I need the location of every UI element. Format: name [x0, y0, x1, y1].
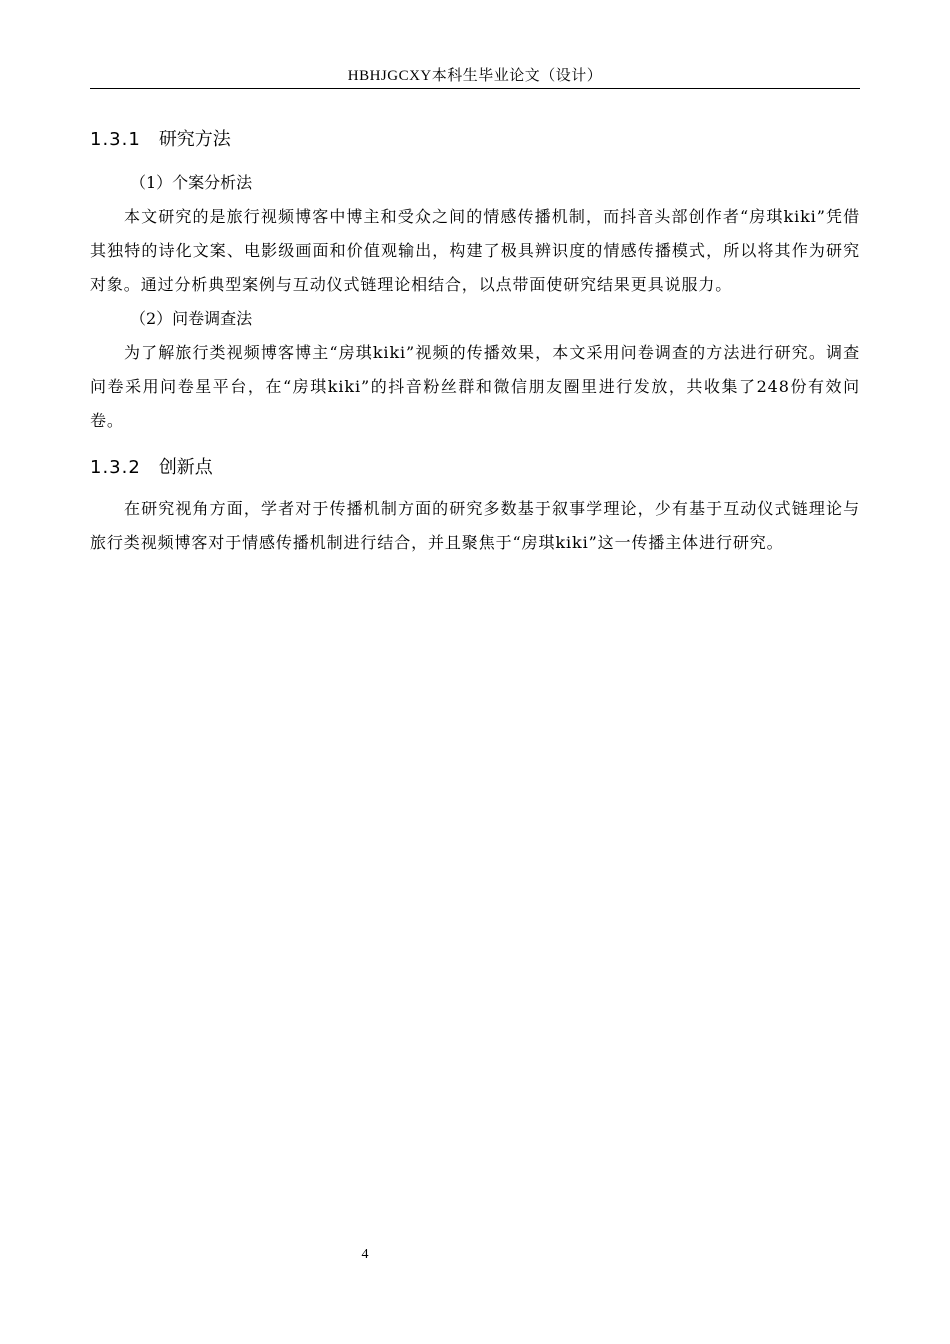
- page-number-text: 4: [361, 1247, 369, 1262]
- paragraph-questionnaire: 为了解旅行类视频博客博主“房琪kiki”视频的传播效果，本文采用问卷调查的方法进行研究。调查问卷采用问卷星平台，在“房琪kiki”的抖音粉丝群和微信朋友圈里进行发放，共收集了248份有效问卷。: [90, 343, 860, 430]
- section-heading-1-3-1: [90, 126, 860, 154]
- paragraph-case-analysis: 本文研究的是旅行视频博客中博主和受众之间的情感传播机制，而抖音头部创作者“房琪kiki”凭借其独特的诗化文案、电影级画面和价值观输出，构建了极具辨识度的情感传播模式，所以将其作为研究对象。通过分析典型案例与互动仪式链理论相结合，以点带面使研究结果更具说服力。: [90, 207, 860, 294]
- paragraph-innovation: 在研究视角方面，学者对于传播机制方面的研究多数基于叙事学理论，少有基于互动仪式链理论与旅行类视频博客对于情感传播机制进行结合，并且聚焦于“房琪kiki”这一传播主体进行研究。: [90, 499, 860, 552]
- running-header: HBHJGCXY本科生毕业论文（设计）: [347, 68, 603, 84]
- subsection-label-case-analysis: （1）个案分析法: [130, 173, 253, 192]
- subsection-label-questionnaire: （2）问卷调查法: [130, 309, 253, 328]
- section-heading-1-3-2: [90, 454, 860, 482]
- section-number: 1.3.2: [90, 457, 141, 478]
- section-number: 1.3.1: [90, 129, 141, 150]
- page-number: [0, 1247, 950, 1263]
- section-title: 创新点: [158, 457, 213, 478]
- section-title: 研究方法: [158, 129, 231, 150]
- header-rule: [90, 88, 860, 89]
- page-content: [90, 126, 860, 560]
